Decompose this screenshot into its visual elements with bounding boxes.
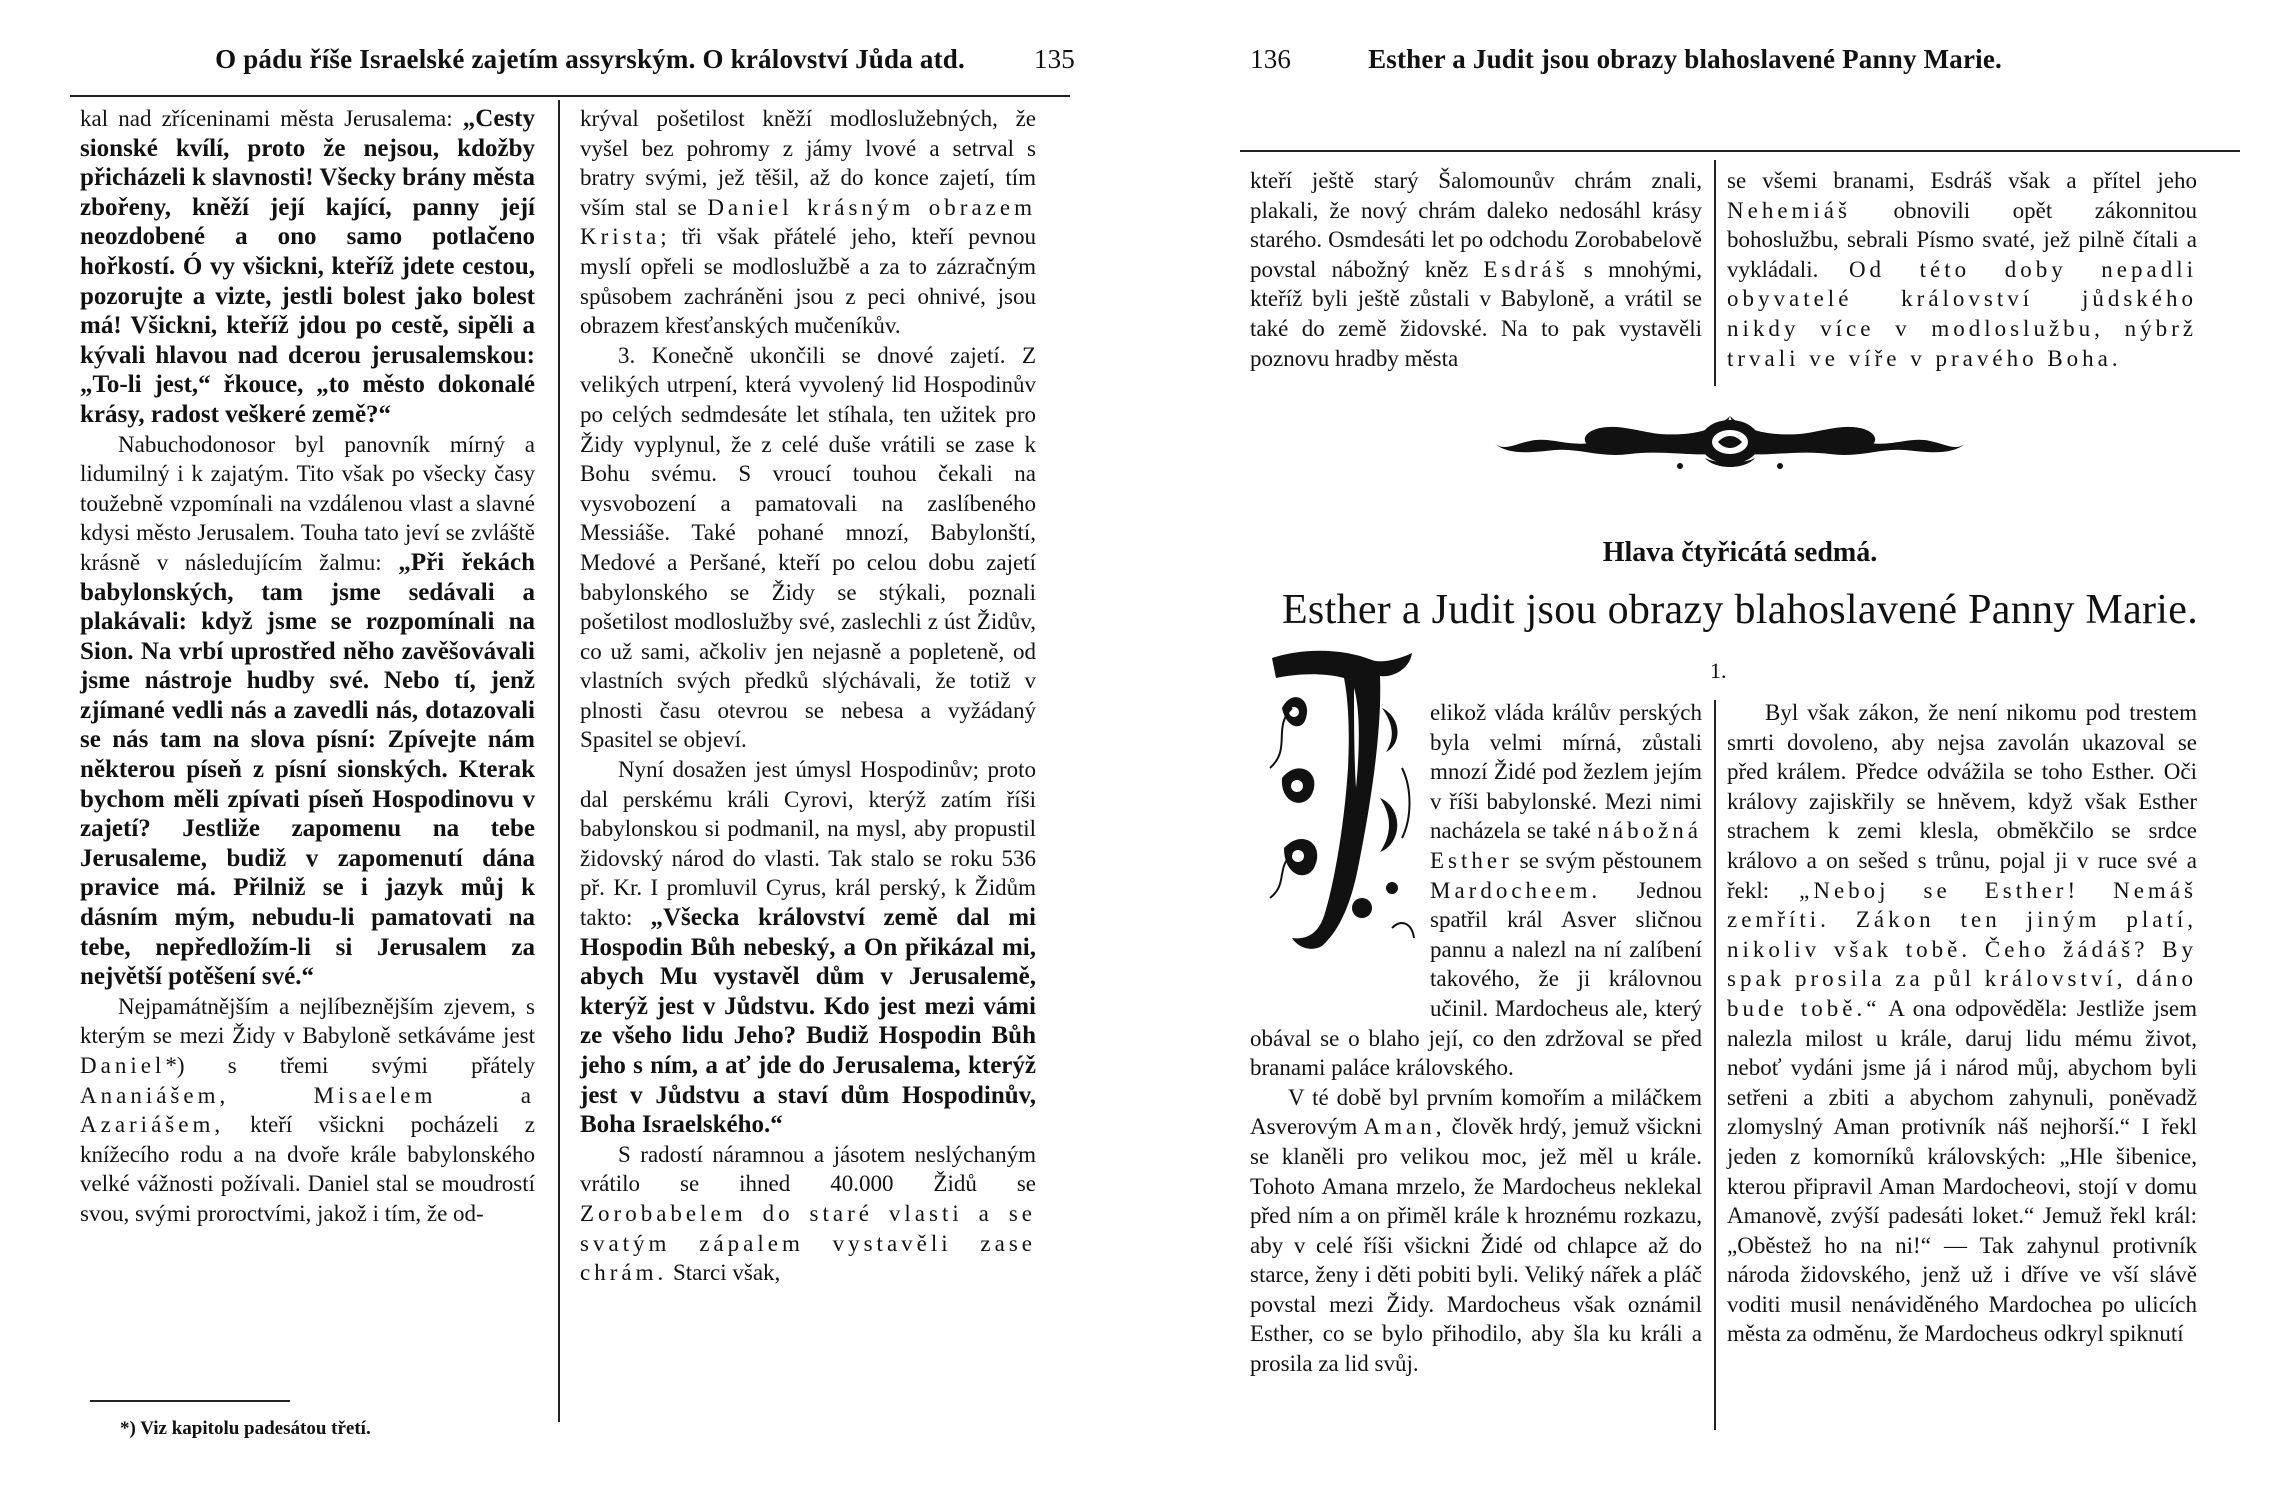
body-text: Jednou spatřil král Asver sličnou pannu a nalezl na ní zalíbení takového, že ji královnou učinil. Mardocheus ale, který obával se o blaho její, co den zdržoval se před branami paláce královského. <box>1250 877 1702 1081</box>
paragraph <box>80 104 535 430</box>
left-column-divider <box>558 100 560 1422</box>
spaced-text: nábožná Esther <box>1430 818 1702 873</box>
body-text: V té době byl prvním komořím a miláčkem Asverovým <box>1250 1084 1702 1140</box>
body-text: kteří všickni pocházeli z knížecího rodu a na dvoře krále babylonského velké vážnosti požívali. Daniel stal se moudrostí svou, svými proroctvími, jakož i tím, že od- <box>80 1112 535 1226</box>
paragraph <box>1727 166 2197 373</box>
left-column-b <box>580 104 1036 1424</box>
spaced-text: Daniel <box>80 1053 166 1078</box>
paragraph <box>80 992 535 1229</box>
body-text: člověk hrdý, jemuž všickni se klaněli pro velikou moc, jež měl u krále. Tohoto Amana mrzelo, že Mardocheus neklekal před ním a on přiměl krále k hroznému rozkazu, aby v celé říši všickni Židé od chlapce až do starce, ženy i děti pobiti byli. Veliký nářek a pláč povstal mezi Židy. Mardocheus však oznámil Esther, co se bylo přihodilo, aby šla ku králi a prosila za lid svůj. <box>1250 1114 1702 1377</box>
spaced-text: Ananiášem, Misaelem a Azariášem, <box>80 1082 535 1138</box>
body-text: se všemi branami, Esdráš však a přítel jeho <box>1727 168 2197 193</box>
spaced-text: „Neboj se Esther! Nemáš zemříti. Zákon ten jiným platí, nikoliv však tobě. Čeho žádáš? By spak prosila za půl království, dáno bude tobě.“ <box>1727 877 2197 1021</box>
left-running-head <box>70 44 1075 75</box>
left-page <box>70 0 1075 1500</box>
paragraph <box>80 430 535 992</box>
spaced-text: Esdráš <box>1483 256 1569 282</box>
body-text: Nabuchodonosor byl panovník mírný a lidumilný i k zajatým. Tito však po všecky časy toužebně vzpomínali na vzdálenou vlast a slavné kdysi město Jerusalem. Touha tato jeví se zvláště krásně v následujícím žalmu: <box>80 431 535 575</box>
body-text: ; tři však přátelé jeho, kteří pevnou myslí opřeli se modloslužbě a za to zázračným spůsobem zachráněni jsou z peci ohnivé, jsou obrazem křesťanských mučeníkův. <box>580 224 1036 339</box>
body-text: se svým pěstounem <box>1512 847 1702 873</box>
bold-text: „Při řekách babylonských, tam jsme sedávali a plakávali: když jsme se rozpomínali na Sion. Na vrbí uprostřed něho zavěšovávali jsme nástroje hudby své. Nebo tí, jenž zjímané vedli nás a zavedli nás, dotazovali se nás tam na slova písní: Zpívejte nám některou píseň z písní sionských. Kterak bychom měli zpívati píseň Hospodinovu v zajetí? Jestliže zapomenu na tebe Jerusaleme, budiž v zapomenutí dána pravice má. Přilniž se i jazyk můj k dásním mým, nebudu-li pamatovati na tebe, nepředložím-li si Jerusalem za největší potěšení své.“ <box>80 548 535 991</box>
right-page-number: 136 <box>1250 44 1292 74</box>
right-running-head-text: Esther a Judit jsou obrazy blahoslavené Panny Marie. <box>1368 44 2002 74</box>
body-text: obnovili opět zákonnitou bohoslužbu, sebrali Písmo svaté, jež pilně čítali a vykládali. <box>1727 197 2197 282</box>
bold-text: „Cesty sionské kvílí, proto že nejsou, kdožby přicházeli k slavnosti! Všecky brány města zbořeny, kněží její kající, panny její neozdobené a ono samo potlačeno hořkostí. Ó vy všickni, kteříž jdete cestou, pozorujte a vizte, jestli bolest jako bolest má! Všickni, kteříž jdou po cestě, sipěli a kývali hlavou nad dcerou jerusalemskou: „To-li jest,“ řkouce, „to město dokonalé krásy, radost veškeré země?“ <box>80 105 535 428</box>
bold-text: „Všecka království země dal mi Hospodin Bůh nebeský, a On přikázal mi, abych Mu vystavěl dům v Jerusalemě, kterýž jest v Jůdstvu. Kdo jest mezi vámi ze všeho lidu Jeho? Budiž Hospodin Bůh jeho s ním, a ať jde do Jerusalema, kterýž jest v Jůdstvu a staví dům Hospodinův, Boha Israelského.“ <box>580 904 1036 1139</box>
body-text: S radostí náramnou a jásotem neslýchaným vrátilo se ihned 40.000 Židů se <box>580 1141 1036 1197</box>
spaced-text: Aman, <box>1363 1114 1446 1140</box>
body-text: elikož vláda králův perských byla velmi mírná, zůstali mnozí Židé pod žezlem jejím v říši babylonské. Mezi nimi nacházela se také <box>1430 700 1702 844</box>
body-text: 3. Konečně ukončili se dnové zajetí. Z velikých utrpení, která vyvolený lid Hospodinův po celých sedmdesáte let stíhala, ten užitek pro Židy vyplynul, že z celé duše vrátili se zase k Bohu svému. S vroucí touhou čekali na vysvobození a pamatovali na zaslíbeného Messiáše. Také pohané mnozí, Babylonští, Medové a Peršané, kteří po celou dobu zajetí babylonského se Židy se stýkali, poznali pošetilost modloslužby své, zaslechli z úst Židův, co už sami, ačkoliv jen nejasně a popleteně, od vlastních svých předků slýchávali, že totiž v plnosti času otevrou se nebesa a vyžádaný Spasitel se objeví. <box>580 342 1036 753</box>
paragraph <box>580 755 1036 1140</box>
paragraph <box>580 1140 1036 1288</box>
footnote-rule <box>90 1400 290 1402</box>
paragraph <box>580 341 1036 755</box>
body-text: Nyní dosažen jest úmysl Hospodinův; proto dal perskému králi Cyrovi, kterýž zatím říši babylonskou si podmanil, na mysl, aby propustil židovský národ do vlasti. Tak stalo se roku 536 př. Kr. I promluvil Cyrus, král perský, k Židům takto: <box>580 757 1036 931</box>
chapter-title: Esther a Judit jsou obrazy blahoslavené Panny Marie. <box>1281 587 2199 633</box>
right-top-column-a <box>1250 166 1702 386</box>
right-bottom-divider <box>1714 700 1716 1430</box>
chapter-label: Hlava čtyřicátá sedmá. <box>1602 537 1878 568</box>
paragraph <box>1727 698 2197 1349</box>
body-text: A ona odpověděla: Jestliže jsem nalezla milost u krále, daruj lidu mému život, neboť vydáni jsme já i národ můj, abychom byli setřeni a zbiti a abychom zahynuli, poněvadž zlomyslný Aman protivník náš nejhorší.“ I řekl jeden z komorníků královských: „Hle šibenice, kterou připravil Aman Mardocheovi, stojí v domu Amanově, zvýší padesáti loket.“ Jemuž řekl král: „Oběstež ho na ni!“ — Tak zahynul protivník národa židovského, jenž už i dříve ve vší slávě voditi musil nenáviděného Mardochea po ulicích města za odměnu, že Mardocheus odkryl spiknutí <box>1727 995 2197 1347</box>
decorated-initial-icon <box>1262 648 1422 954</box>
right-column-d <box>1727 698 2197 1428</box>
spaced-text: Nehemiáš <box>1727 197 1851 223</box>
left-page-number: 135 <box>1033 44 1075 74</box>
body-text: s mnohými, kteříž byli ještě zůstali v Babyloně, a vrátil se také do země židovské. Na to pak vystavěli poznovu hradby města <box>1250 256 1702 371</box>
spaced-text: Od této doby nepadli obyvatelé království jůdského nikdy více v modloslužbu, nýbrž trvali ve víře v pravého Boha. <box>1727 256 2198 371</box>
left-header-rule <box>70 95 1070 97</box>
paragraph <box>1250 166 1702 373</box>
body-text: kal nad zříceninami města Jerusalema: <box>80 106 463 131</box>
body-text: *) s třemi svými přátely <box>165 1053 535 1078</box>
spaced-text: Mardocheem. <box>1430 877 1602 903</box>
body-text: kteří ještě starý Šalomounův chrám znali, plakali, že nový chrám daleko nedosáhl krásy starého. Osmdesáti let po odchodu Zorobabelově povstal nábožný kněz <box>1250 168 1702 282</box>
initial-letter: V <box>1322 840 1330 851</box>
paragraph <box>580 104 1036 341</box>
body-text: Starci však, <box>667 1260 781 1286</box>
body-text: Byl však zákon, že není nikomu pod trestem smrti dovoleno, aby nejsa zavolán ukazoval se před králem. Předce odvážila se toho Esther. Oči královy zajiskřily se hněvem, když však Esther strachem k zemi klesla, obměkčilo se srdce královo a on sešed s trůnu, pojal ji v ruce své a řekl: <box>1727 700 2197 903</box>
spaced-text: Zorobabelem do staré vlasti a se svatým zápalem vystavěli zase chrám. <box>580 1200 1036 1286</box>
body-text: krýval pošetilost kněží modloslužebných, že vyšel bez pohromy z jámy lvové a setrval s bratry svými, jež těšil, až do konce zajetí, tím vším stal se <box>580 106 1036 220</box>
ornament-divider-icon <box>1490 406 1970 476</box>
left-column-a <box>80 104 535 1404</box>
right-top-column-b <box>1727 166 2197 386</box>
spaced-text: Daniel krásným obrazem Krista <box>580 194 1036 250</box>
footnote: *) Viz kapitolu padesátou třetí. <box>120 1418 371 1439</box>
right-running-head <box>1240 44 2240 75</box>
right-top-divider <box>1714 160 1716 386</box>
right-page <box>1240 0 2240 1500</box>
section-number: 1. <box>1710 658 1727 683</box>
left-running-head-text: O pádu říše Israelské zajetím assyrským. O království Jůda atd. <box>215 44 965 74</box>
body-text: Nejpamátnějším a nejlíbeznějším zjevem, s kterým se mezi Židy v Babyloně setkáváme jest <box>80 993 535 1049</box>
right-header-rule <box>1240 150 2240 152</box>
paragraph <box>1250 1083 1702 1379</box>
